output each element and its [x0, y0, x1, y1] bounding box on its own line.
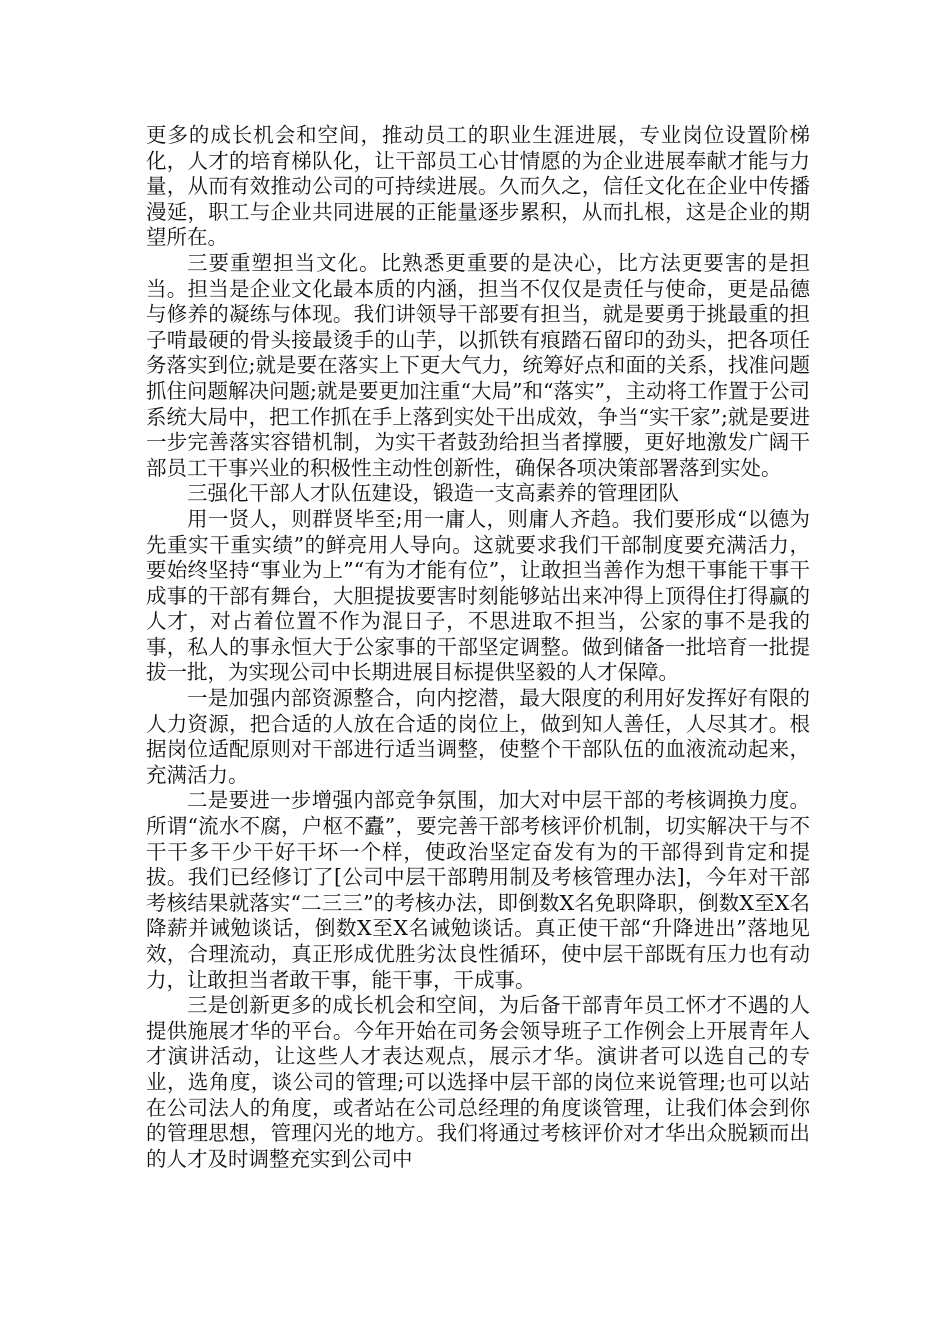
document-body: [146, 123, 810, 1172]
paragraph-resource-integration: 一是加强内部资源整合，向内挖潜，最大限度的利用好发挥好有限的人力资源，把合适的人放在合适的岗位上，做到知人善任，人尽其才。根据岗位适配原则对干部进行适当调整，使整个干部队伍的血液流动起来，充满活力。: [146, 686, 810, 787]
paragraph-growth-opportunities: 三是创新更多的成长机会和空间，为后备干部青年员工怀才不遇的人提供施展才华的平台。今年开始在司务会领导班子工作例会上开展青年人才演讲活动，让这些人才表达观点，展示才华。演讲者可以选自己的专业，选角度，谈公司的管理;可以选择中层干部的岗位来说管理;也可以站在公司法人的角度，或者站在公司总经理的角度谈管理，让我们体会到你的管理思想，管理闪光的地方。我们将通过考核评价对才华出众脱颖而出的人才及时调整充实到公司中: [146, 993, 810, 1171]
section-heading-talent-team: 三强化干部人才队伍建设，锻造一支高素养的管理团队: [187, 481, 679, 506]
paragraph-trust-culture-continued: 更多的成长机会和空间，推动员工的职业生涯进展，专业岗位设置阶梯化，人才的培育梯队化，让干部员工心甘情愿的为企业进展奉献才能与力量，从而有效推动公司的可持续进展。久而久之，信任文化在企业中传播漫延，职工与企业共同进展的正能量逐步累积，从而扎根，这是企业的期望所在。: [146, 123, 810, 250]
paragraph-competition-assessment: 二是要进一步增强内部竞争氛围，加大对中层干部的考核调换力度。所谓“流水不腐，户枢不蠹”，要完善干部考核评价机制，切实解决干与不干干多干少干好干坏一个样，使政治坚定奋发有为的干部得到肯定和提拔。我们已经修订了[公司中层干部聘用制及考核管理办法]，今年对干部考核结果就落实“二三三”的考核办法，即倒数X名免职降职，倒数X至X名降薪并诫勉谈话，倒数X至X名诫勉谈话。真正使干部“升降进出”落地见效，合理流动，真正形成优胜劣汰良性循环，使中层干部既有压力也有动力，让敢担当者敢干事，能干事，干成事。: [146, 788, 810, 992]
paragraph-employment-guidance: 用一贤人，则群贤毕至;用一庸人，则庸人齐趋。我们要形成“以德为先重实干重实绩”的鲜亮用人导向。这就要求我们干部制度要充满活力，要始终坚持“事业为上”“有为才能有位”，让敢担当善作为想干事能干事干成事的干部有舞台，大胆提拔要害时刻能够站出来冲得上顶得住打得赢的人才，对占着位置不作为混日子，不思进取不担当，公家的事不是我的事，私人的事永恒大于公家事的干部坚定调整。做到储备一批培育一批提拔一批，为实现公司中长期进展目标提供坚毅的人才保障。: [146, 506, 810, 685]
paragraph-responsibility-culture: 三要重塑担当文化。比熟悉更重要的是决心，比方法更要害的是担当。担当是企业文化最本质的内涵，担当不仅仅是责任与使命，更是品德与修养的凝练与体现。我们讲领导干部要有担当，就是要勇于挑最重的担子啃最硬的骨头接最烫手的山芋，以抓铁有痕踏石留印的劲头，把各项任务落实到位;就是要在落实上下更大气力，统筹好点和面的关系，找准问题抓住问题解决问题;就是要更加注重“大局”和“落实”，主动将工作置于公司系统大局中，把工作抓在手上落到实处干出成效，争当“实干家”;就是要进一步完善落实容错机制，为实干者鼓劲给担当者撑腰，更好地激发广阔干部员工干事兴业的积极性主动性创新性，确保各项决策部署落到实处。: [146, 250, 810, 480]
